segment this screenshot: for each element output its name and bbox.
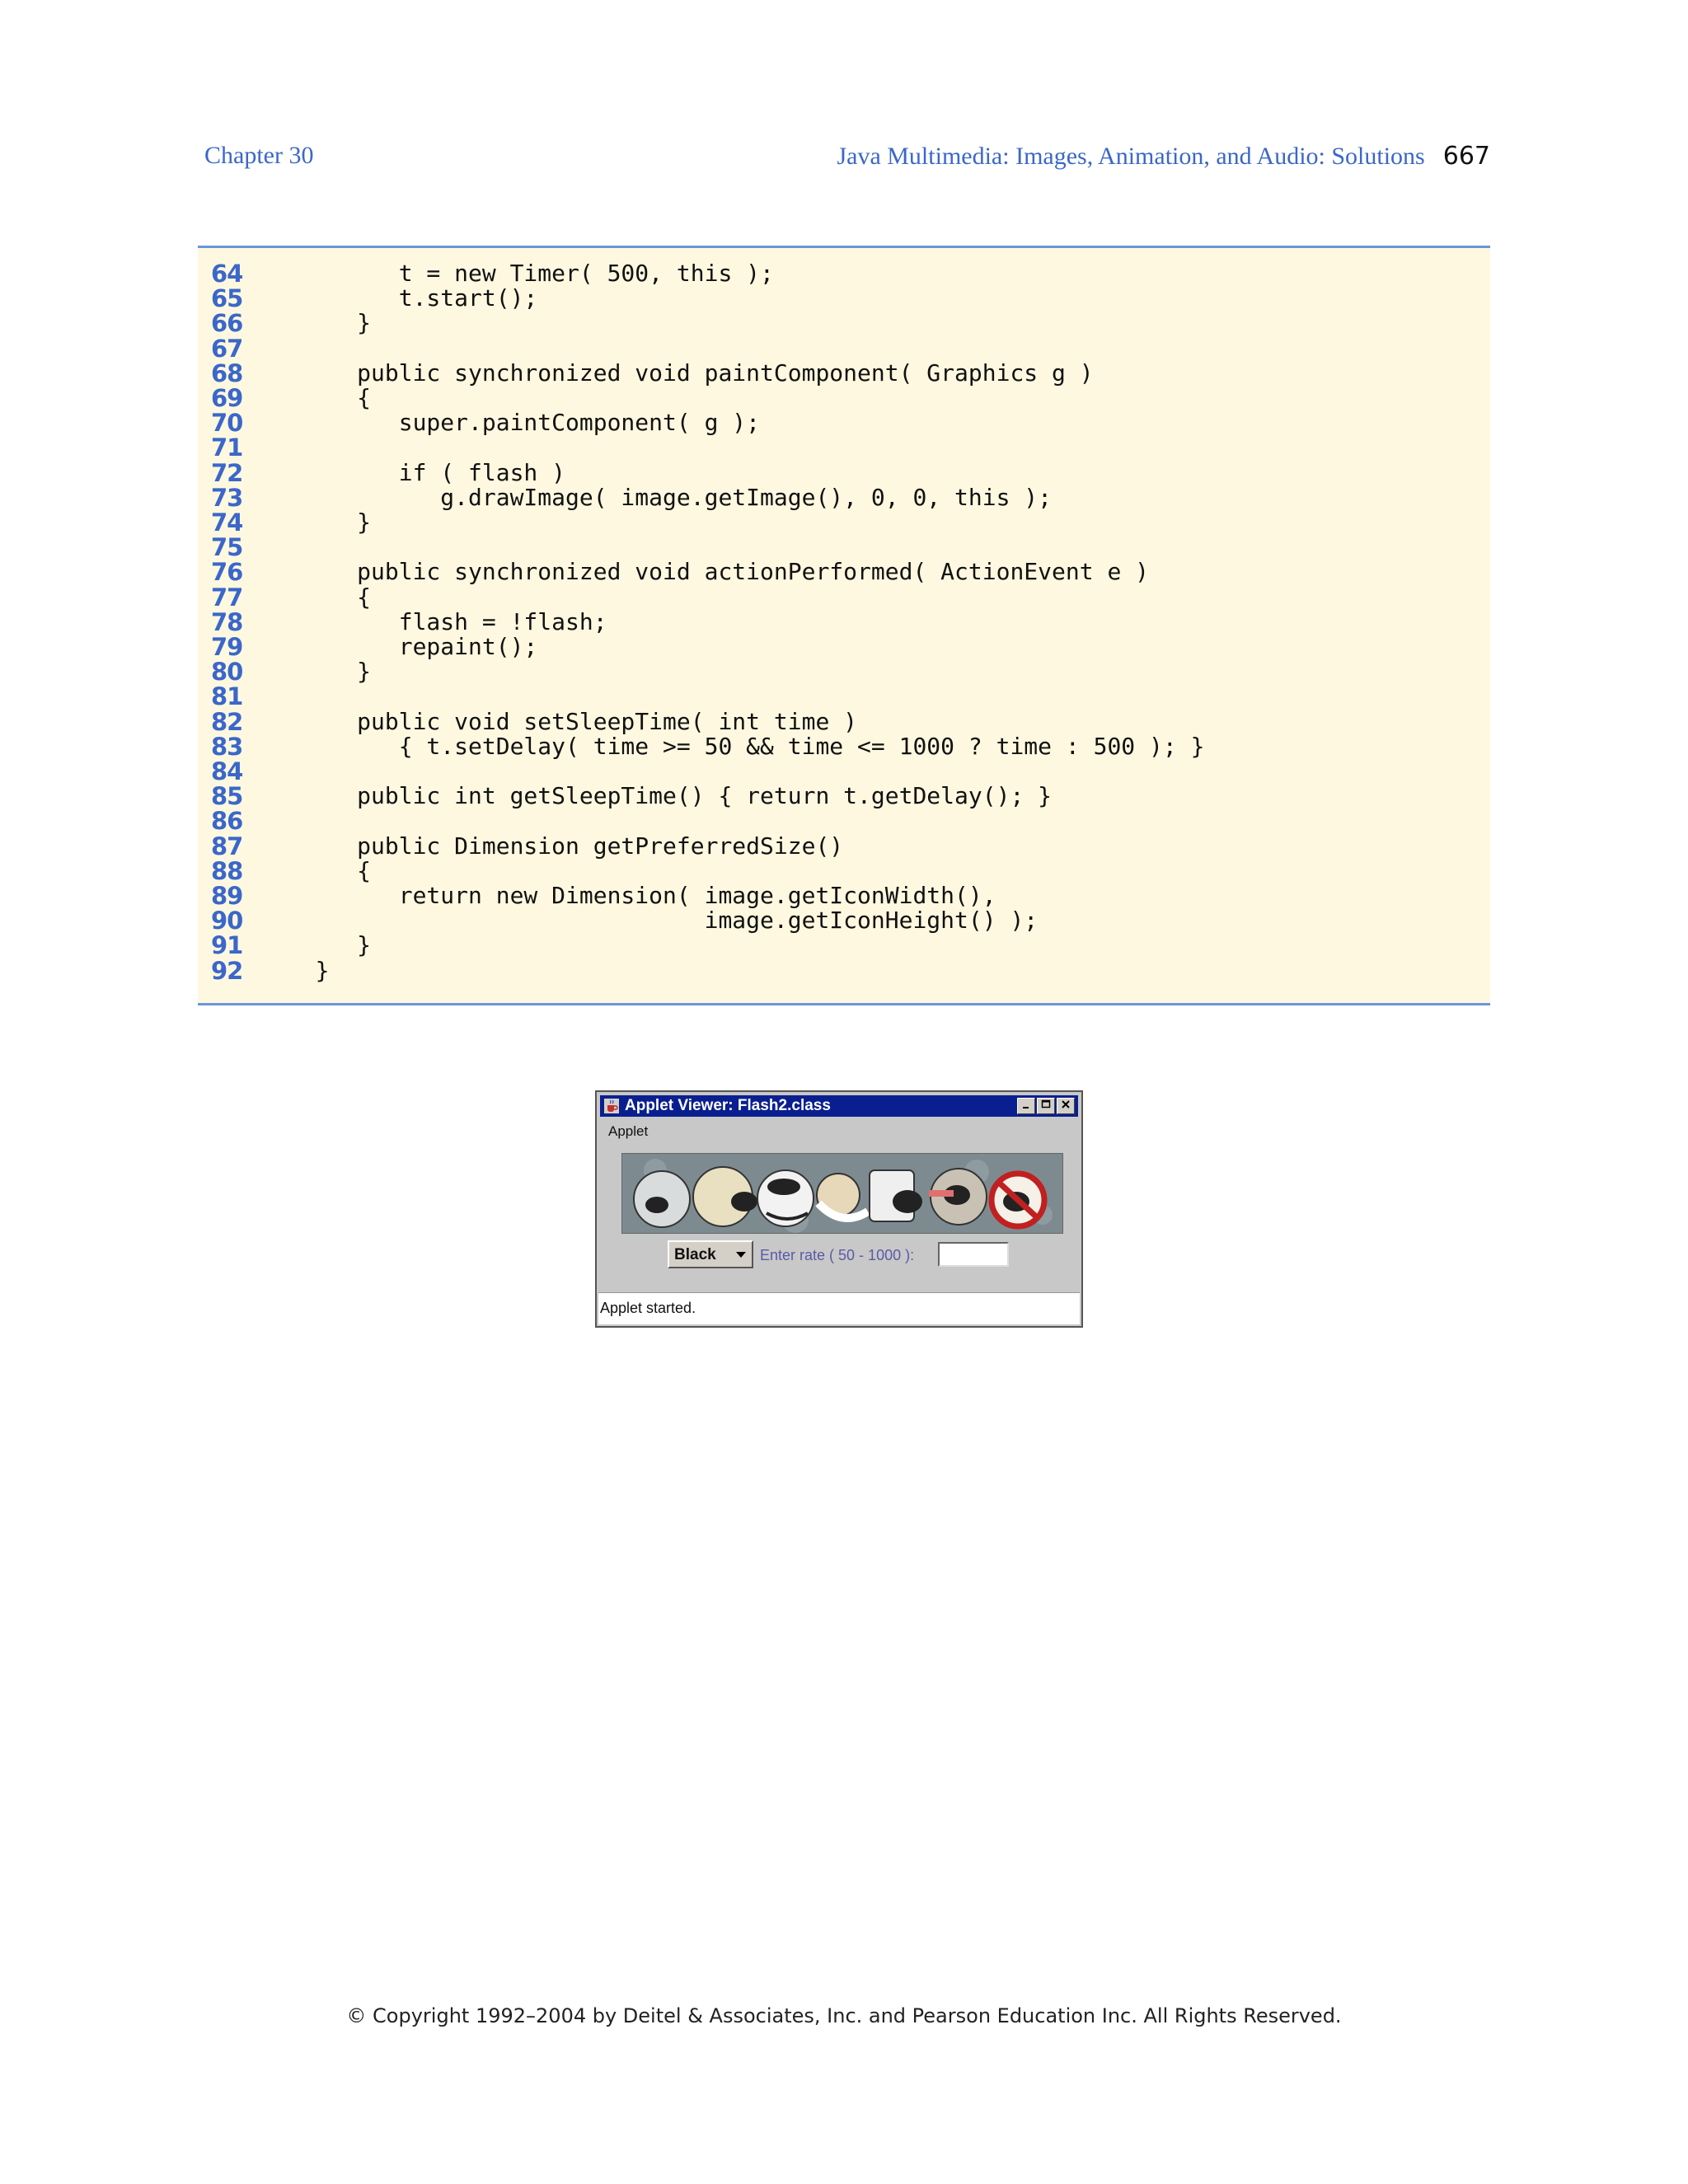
line-number: 83	[211, 732, 243, 761]
code-text: image.getIconHeight() );	[274, 907, 1039, 935]
line-number: 69	[211, 384, 243, 412]
line-number: 85	[211, 782, 243, 811]
copyright-footer: © Copyright 1992–2004 by Deitel & Associates, Inc. and Pearson Education Inc. All Rights Reserved.	[346, 2004, 1342, 2027]
code-text: public synchronized void paintComponent( Graphics g )	[274, 359, 1094, 387]
code-text: }	[274, 509, 372, 536]
line-number: 67	[211, 334, 243, 363]
code-text: flash = !flash;	[274, 607, 607, 635]
window-title: Applet Viewer: Flash2.class	[625, 1097, 831, 1114]
line-number: 89	[211, 882, 243, 910]
close-icon	[1061, 1099, 1071, 1109]
color-select[interactable]	[668, 1240, 753, 1268]
line-number: 66	[211, 309, 243, 338]
line-number: 72	[211, 458, 243, 487]
line-number: 81	[211, 682, 243, 711]
java-cup-icon	[603, 1098, 620, 1114]
line-number: 82	[211, 707, 243, 736]
code-text: {	[274, 384, 372, 411]
line-number: 77	[211, 583, 243, 612]
chapter-label: Chapter 30	[204, 142, 314, 169]
line-number: 64	[211, 260, 243, 288]
chevron-down-icon	[735, 1249, 747, 1260]
color-select-value: Black	[674, 1246, 716, 1263]
code-text: public int getSleepTime() { return t.getDelay(); }	[274, 782, 1053, 810]
close-button[interactable]	[1057, 1098, 1075, 1114]
line-number: 71	[211, 434, 243, 462]
code-text: super.paintComponent( g );	[274, 409, 761, 437]
line-number: 68	[211, 359, 243, 387]
line-number: 92	[211, 956, 243, 985]
line-number: 75	[211, 533, 243, 562]
line-number: 80	[211, 658, 243, 687]
line-number: 86	[211, 807, 243, 836]
code-text: return new Dimension( image.getIconWidth(),	[274, 882, 996, 909]
line-number: 90	[211, 907, 243, 935]
code-text: public synchronized void actionPerformed( ActionEvent e )	[274, 558, 1150, 586]
line-number: 74	[211, 509, 243, 537]
code-text: {	[274, 583, 372, 611]
code-text: t.start();	[274, 284, 538, 312]
code-text: public void setSleepTime( int time )	[274, 707, 858, 735]
line-number: 91	[211, 931, 243, 960]
rate-label: Enter rate ( 50 - 1000 ):	[760, 1247, 915, 1263]
line-number: 84	[211, 757, 243, 785]
maximize-icon	[1041, 1099, 1051, 1109]
code-text: { t.setDelay( time >= 50 && time <= 1000 ? time : 500 ); }	[274, 732, 1205, 760]
running-header	[837, 142, 1490, 171]
code-listing	[198, 246, 1490, 1005]
code-text: t = new Timer( 500, this );	[274, 260, 774, 287]
code-text: repaint();	[274, 633, 538, 660]
code-text: public Dimension getPreferredSize()	[274, 832, 844, 860]
code-text: }	[274, 309, 372, 337]
status-bar	[598, 1292, 1080, 1324]
code-text: }	[274, 931, 372, 959]
line-number: 78	[211, 607, 243, 636]
line-number: 88	[211, 856, 243, 885]
code-text: if ( flash )	[274, 458, 566, 486]
status-text: Applet started.	[600, 1300, 696, 1316]
line-number: 76	[211, 558, 243, 587]
minimize-button[interactable]	[1017, 1098, 1035, 1114]
line-number: 79	[211, 633, 243, 661]
applet-menu[interactable]: Applet	[608, 1123, 649, 1139]
line-number: 65	[211, 284, 243, 313]
line-number: 87	[211, 832, 243, 860]
line-number: 73	[211, 483, 243, 512]
code-text: {	[274, 856, 372, 884]
line-number: 70	[211, 409, 243, 438]
maximize-button[interactable]	[1037, 1098, 1055, 1114]
rate-input[interactable]	[938, 1242, 1009, 1267]
page-number: 667	[1442, 142, 1490, 171]
flashing-image-strip	[621, 1153, 1063, 1234]
title-bar[interactable]	[600, 1095, 1078, 1117]
applet-window	[595, 1090, 1083, 1328]
code-text: g.drawImage( image.getImage(), 0, 0, this );	[274, 483, 1053, 511]
section-title: Java Multimedia: Images, Animation, and Audio: Solutions	[837, 143, 1425, 170]
code-text: }	[274, 956, 330, 984]
minimize-icon	[1021, 1099, 1031, 1109]
code-text: }	[274, 658, 372, 686]
